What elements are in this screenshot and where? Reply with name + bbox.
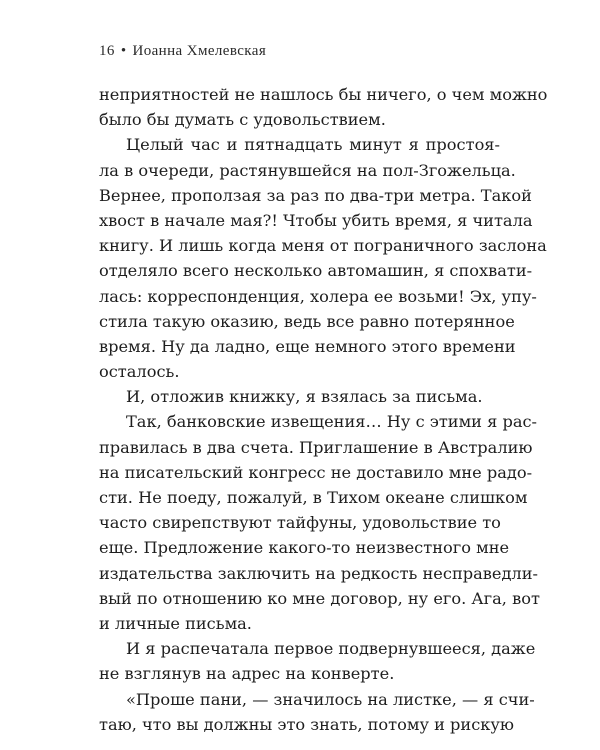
page-text [99,82,548,737]
text-line: «Проше пани, — значилось на листке, — я счи- [126,689,535,709]
text-line: лась: корреспонденция, холера ее возьми! Эх, упу- [99,286,537,306]
running-head [99,43,266,60]
text-line: еще. Предложение какого-то неизвестного мне [99,538,510,558]
paragraph [99,82,548,132]
text-line: осталось. [99,362,180,382]
text-line: сти. Не поеду, пожалуй, в Тихом океане слишком [99,488,528,507]
text-line: правилась в два счета. Приглашение в Австралию [99,437,533,457]
page-number: 16 [99,43,115,59]
text-line: издательства заключить на редкость несправедли- [99,563,538,583]
author-name: Иоанна Хмелевская [132,43,267,59]
paragraph [99,687,535,737]
text-line: стила такую оказию, ведь все равно потерянное [99,311,515,331]
text-line: часто свирепствуют тайфуны, удовольствие то [99,513,501,533]
paragraph [99,636,536,686]
text-line: таю, что вы должны это знать, потому и рискую [99,714,515,734]
paragraph [99,132,547,384]
text-line: и личные письма. [99,613,252,633]
text-line: время. Ну да ладно, еще немного этого времени [99,336,516,356]
text-line: вый по отношению ко мне договор, ну его. Ага, вот [99,588,540,608]
paragraph [99,409,540,636]
text-line: Вернее, проползая за раз по два-три метра. Такой [99,185,532,205]
text-line: не взглянув на адрес на конверте. [99,664,395,684]
text-line: Так, банковские извещения… Ну с этими я рас- [126,412,538,432]
text-line: хвост в начале мая?! Чтобы убить время, я читала [99,210,533,230]
text-line: И я распечатала первое подвернувшееся, даже [126,639,536,659]
header-separator: • [120,43,127,59]
text-line: И, отложив книжку, я взялась за письма. [126,387,483,407]
text-line: отделяло всего несколько автомашин, я спохвати- [99,261,533,281]
text-line: на писательский конгресс не доставило мне радо- [99,462,533,482]
text-line: Целый час и пятнадцать минут я простоя- [126,135,500,155]
text-line: неприятностей не нашлось бы ничего, о чем можно [99,85,548,104]
text-line: было бы думать с удовольствием. [99,110,386,130]
text-line: книгу. И лишь когда меня от пограничного заслона [99,236,547,256]
paragraph [99,384,500,409]
text-line: ла в очереди, растянувшейся на пол-Згожельца. [99,160,516,180]
